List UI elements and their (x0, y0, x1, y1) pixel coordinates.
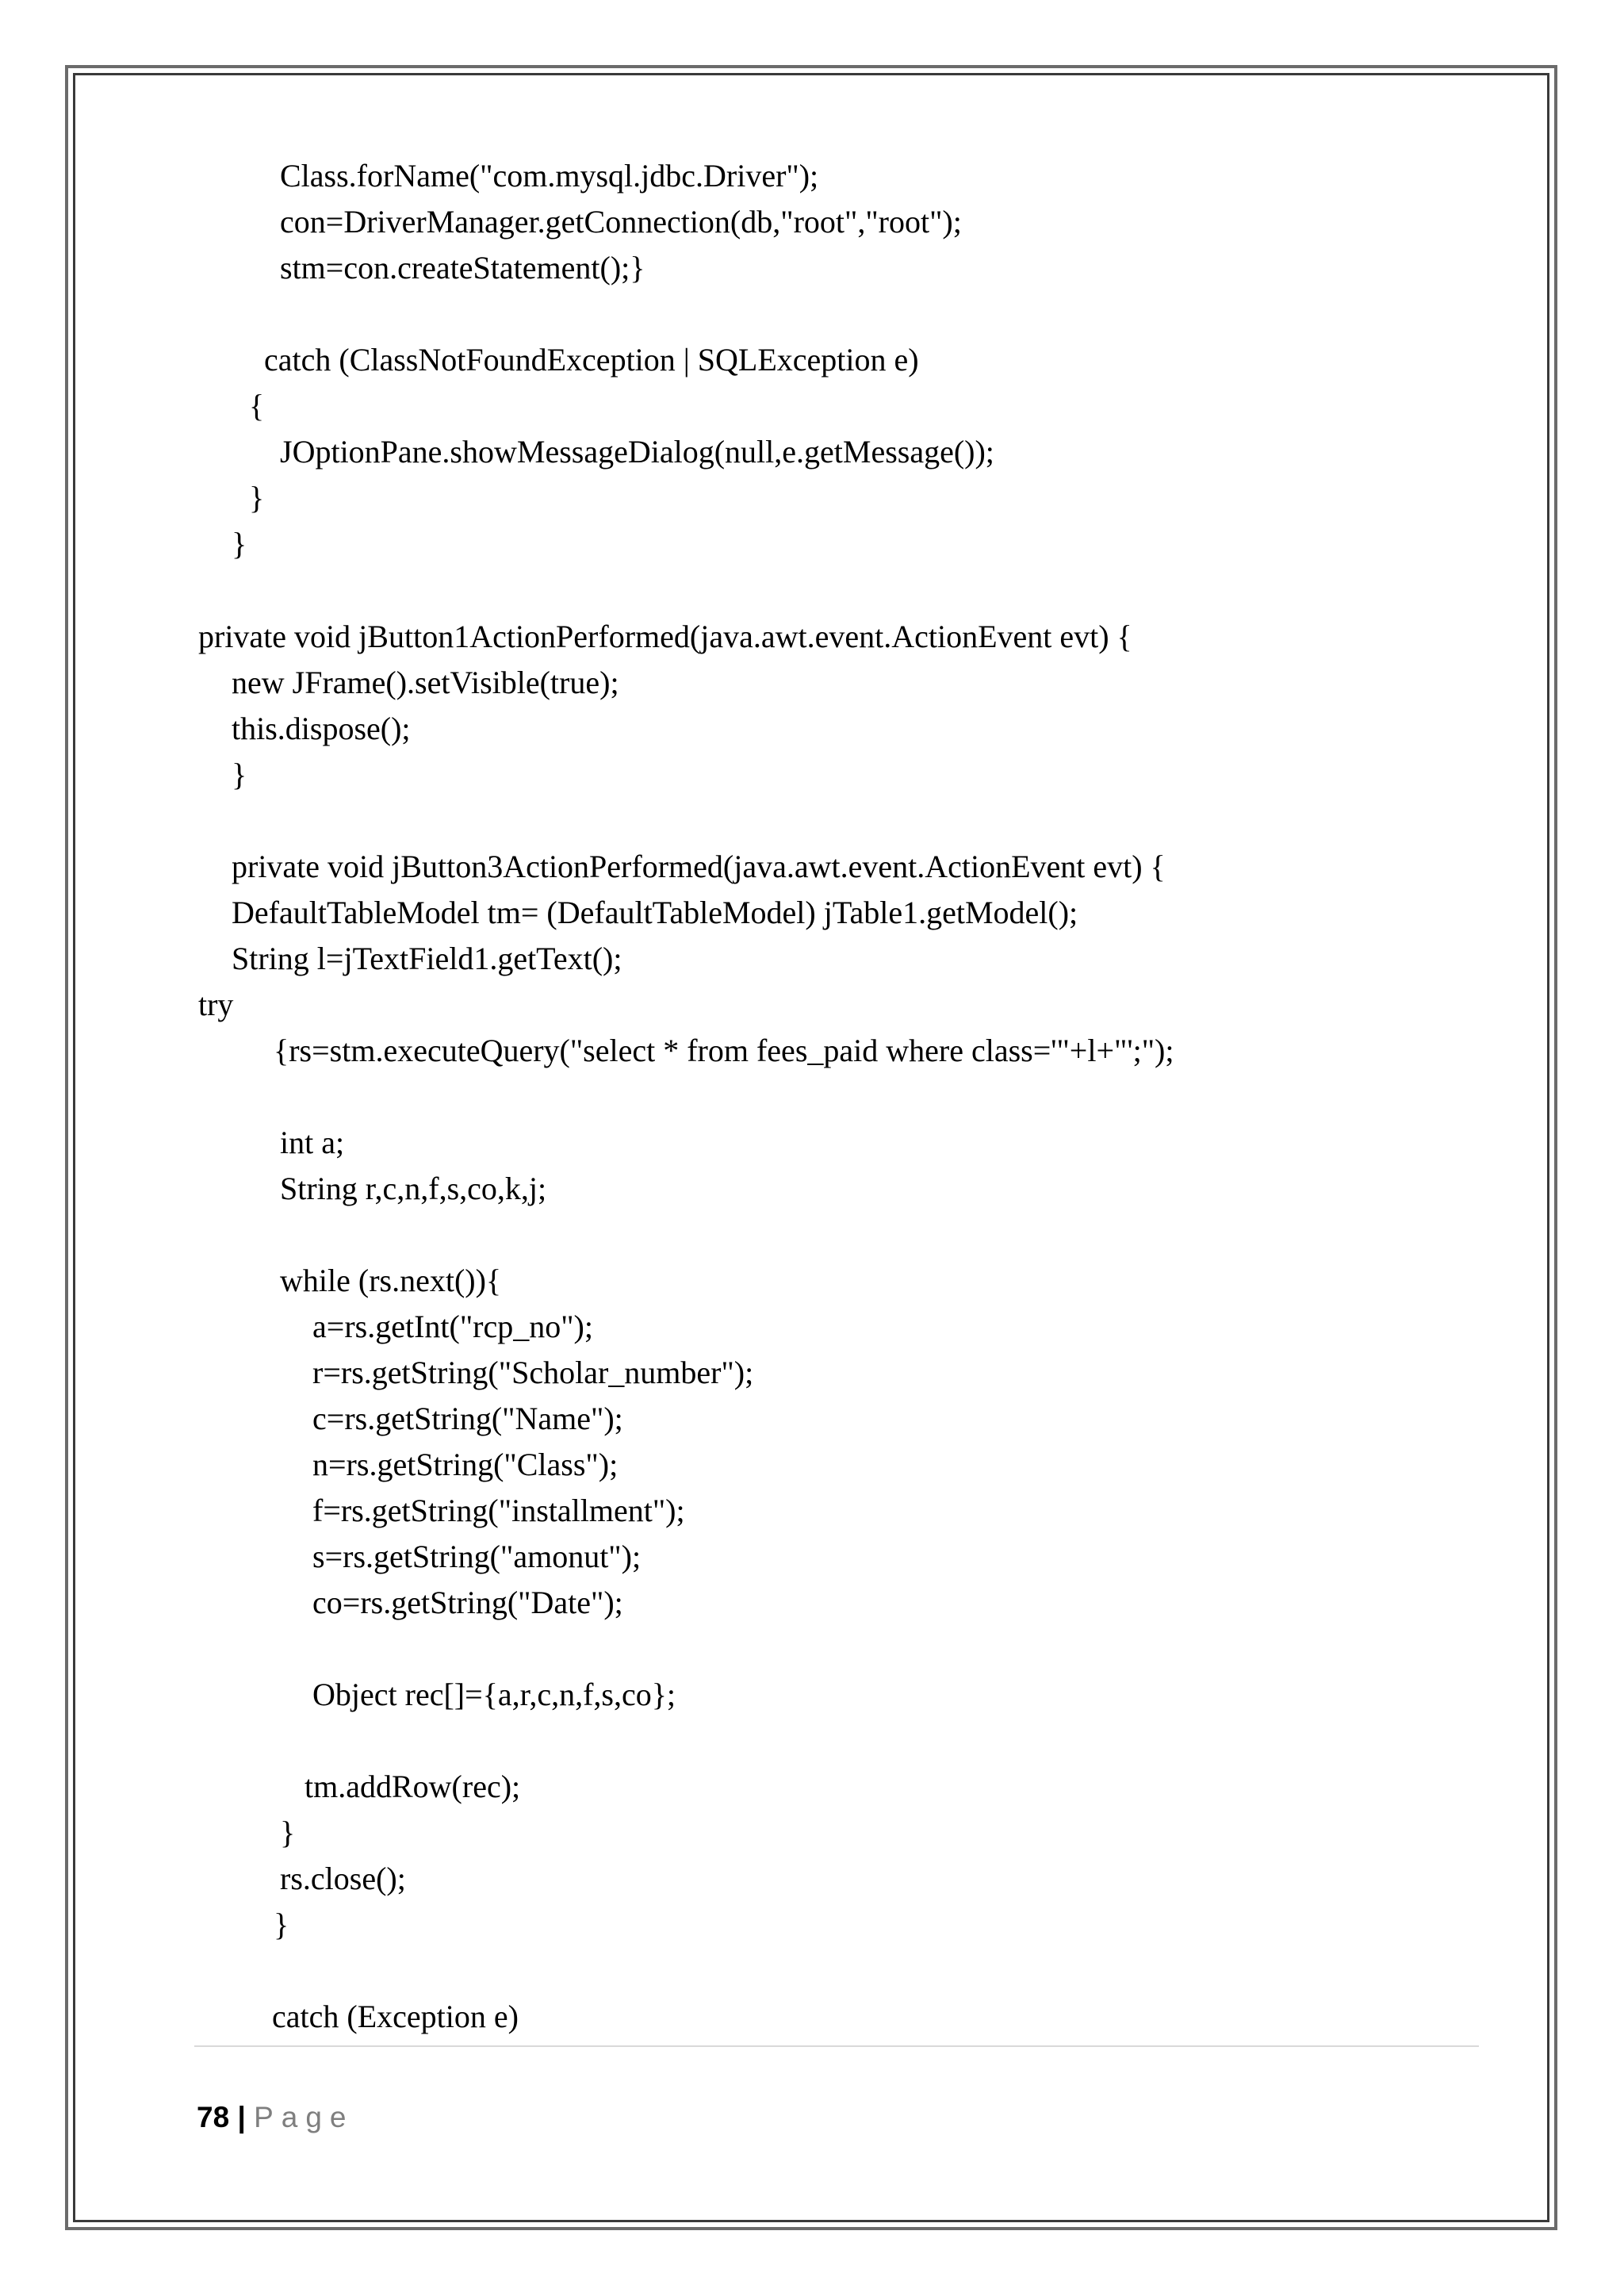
code-line: con=DriverManager.getConnection(db,"root","root"); (280, 204, 962, 240)
code-line: int a; (280, 1125, 345, 1160)
page-number: 78 (197, 2101, 230, 2133)
code-line: a=rs.getInt("rcp_no"); (312, 1309, 593, 1344)
code-line: while (rs.next()){ (280, 1263, 502, 1298)
code-line: catch (ClassNotFoundException | SQLException e) (264, 342, 919, 378)
code-line: } (232, 526, 247, 562)
code-line: new JFrame().setVisible(true); (232, 665, 619, 700)
code-line: Object rec[]={a,r,c,n,f,s,co}; (312, 1677, 676, 1712)
page-separator: | (237, 2101, 246, 2133)
footer-divider (194, 2045, 1479, 2047)
code-line: String r,c,n,f,s,co,k,j; (280, 1171, 547, 1206)
code-line: DefaultTableModel tm= (DefaultTableModel) jTable1.getModel(); (232, 895, 1078, 930)
code-line: } (280, 1815, 296, 1850)
code-line: s=rs.getString("amonut"); (312, 1539, 642, 1574)
code-line: stm=con.createStatement();} (280, 250, 645, 286)
code-line: } (274, 1907, 289, 1942)
code-line: {rs=stm.executeQuery("select * from fees_paid where class='"+l+"';"); (274, 1033, 1174, 1068)
code-line: n=rs.getString("Class"); (312, 1447, 619, 1482)
code-line: String l=jTextField1.getText(); (232, 941, 622, 976)
code-line: rs.close(); (280, 1861, 406, 1896)
page-footer (197, 2100, 354, 2135)
code-line: try (198, 987, 234, 1022)
code-line: c=rs.getString("Name"); (312, 1401, 623, 1436)
code-line: this.dispose(); (232, 711, 411, 746)
code-line: catch (Exception e) (272, 1999, 519, 2034)
code-line: Class.forName("com.mysql.jdbc.Driver"); (280, 158, 819, 194)
code-line: private void jButton1ActionPerformed(java.awt.event.ActionEvent evt) { (198, 619, 1132, 654)
code-line: f=rs.getString("installment"); (312, 1493, 685, 1528)
code-line: tm.addRow(rec); (304, 1769, 521, 1804)
code-line: private void jButton3ActionPerformed(java.awt.event.ActionEvent evt) { (232, 849, 1166, 884)
code-line: { (249, 388, 265, 424)
page-label: Page (254, 2101, 354, 2133)
code-line: } (232, 757, 247, 792)
code-line: r=rs.getString("Scholar_number"); (312, 1355, 754, 1390)
code-line: JOptionPane.showMessageDialog(null,e.getMessage()); (280, 434, 994, 470)
code-line: co=rs.getString("Date"); (312, 1585, 623, 1620)
code-line: } (249, 480, 265, 516)
